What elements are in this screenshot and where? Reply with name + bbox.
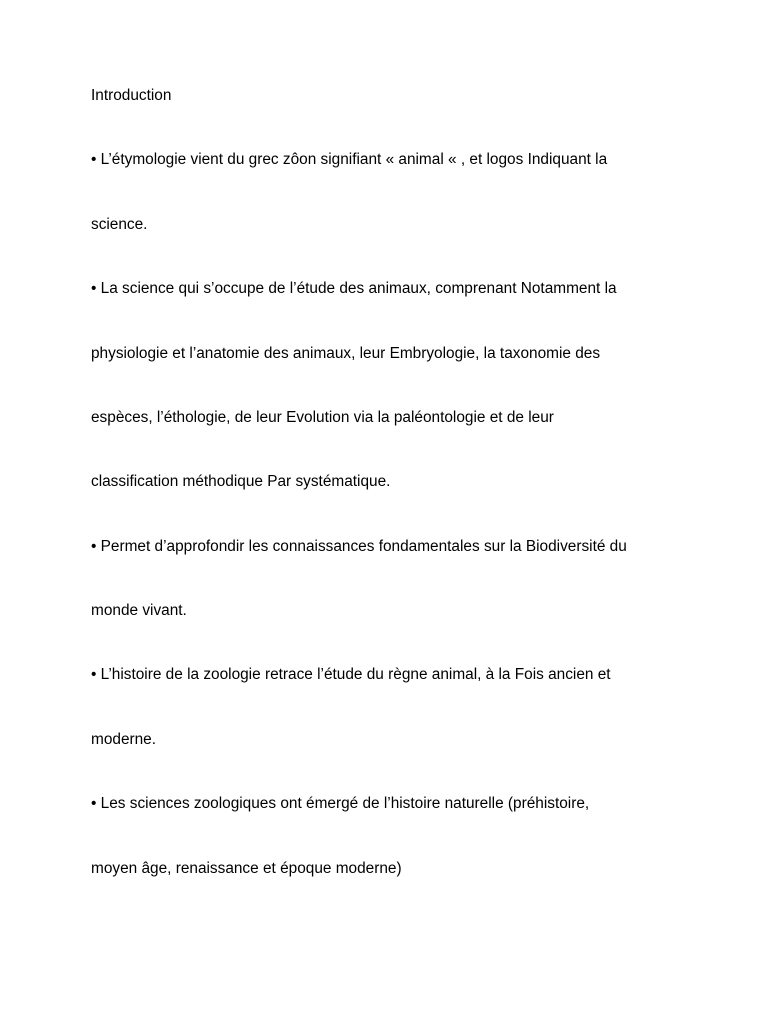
bullet-science-line-4: classification méthodique Par systématique. [91, 473, 391, 490]
bullet-history-line-2: moderne. [91, 731, 157, 748]
bullet-biodiversity-line-1: • Permet d’approfondir les connaissances fondamentales sur la Biodiversité du [91, 538, 627, 555]
bullet-etymology-line-2: science. [91, 216, 148, 233]
bullet-etymology-line-1: • L’étymologie vient du grec zôon signifiant « animal « , et logos Indiquant la [91, 151, 608, 168]
bullet-science-line-3: espèces, l’éthologie, de leur Evolution via la paléontologie et de leur [91, 409, 554, 426]
bullet-history-line-1: • L’histoire de la zoologie retrace l’étude du règne animal, à la Fois ancien et [91, 666, 611, 683]
bullet-biodiversity-line-2: monde vivant. [91, 602, 187, 619]
document-heading: Introduction [91, 87, 172, 104]
bullet-science-line-1: • La science qui s’occupe de l’étude des animaux, comprenant Notamment la [91, 280, 617, 297]
bullet-origins-line-2: moyen âge, renaissance et époque moderne) [91, 860, 402, 877]
bullet-origins-line-1: • Les sciences zoologiques ont émergé de l’histoire naturelle (préhistoire, [91, 795, 590, 812]
bullet-science-line-2: physiologie et l’anatomie des animaux, leur Embryologie, la taxonomie des [91, 345, 601, 362]
